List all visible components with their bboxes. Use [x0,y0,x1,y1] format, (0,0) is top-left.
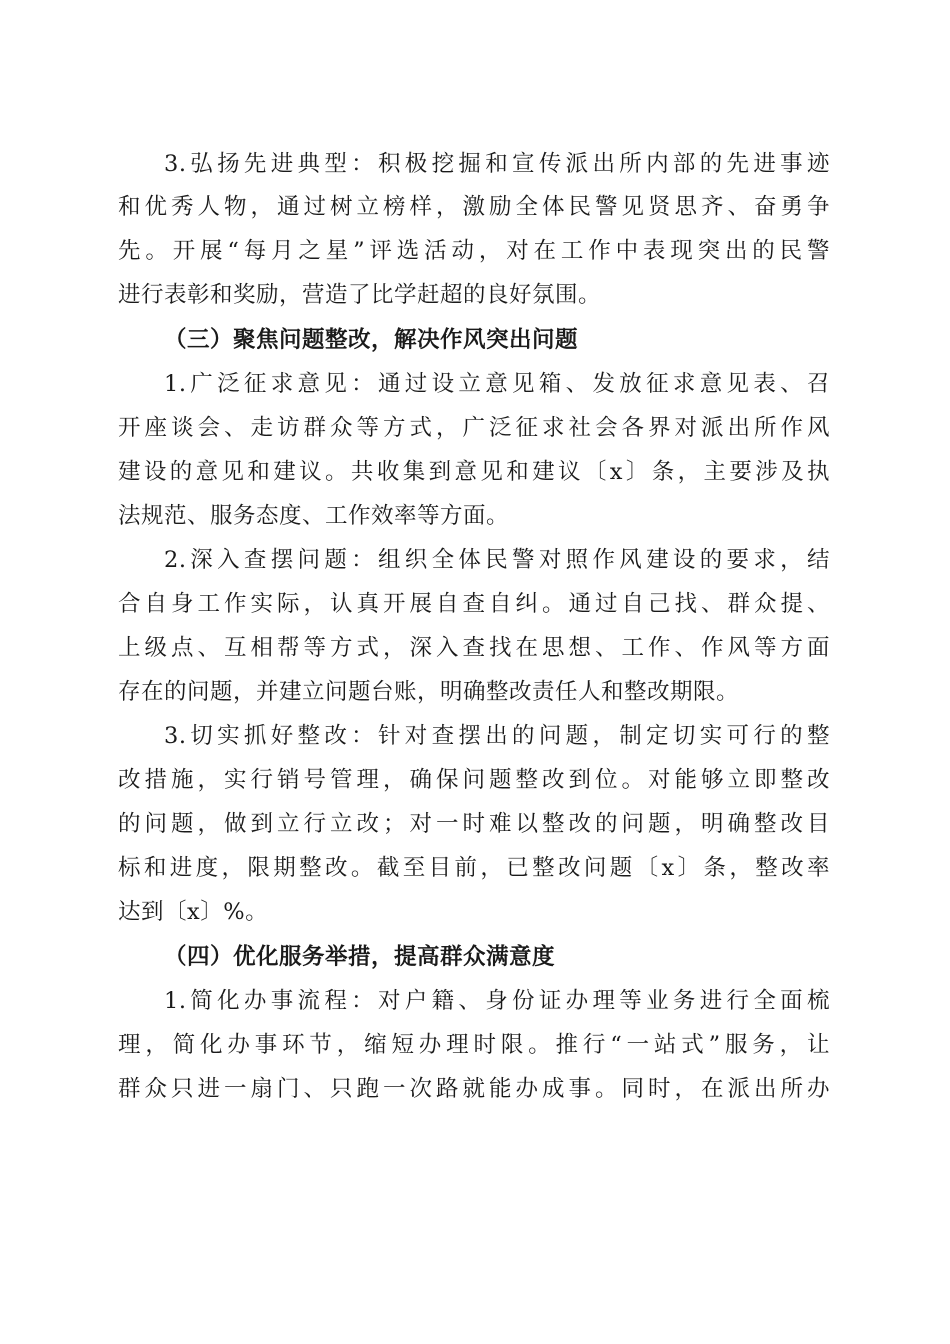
paragraph-line: 3.弘扬先进典型：积极挖掘和宣传派出所内部的先进事迹 [164,151,830,177]
paragraph-line: 3.切实抓好整改：针对查摆出的问题，制定切实可行的整 [164,723,830,749]
paragraph-line: 改措施，实行销号管理，确保问题整改到位。对能够立即整改 [118,767,830,793]
paragraph-line: 达到〔x〕%。 [118,899,269,925]
paragraph-line: 建设的意见和建议。共收集到意见和建议〔x〕条，主要涉及执 [118,459,830,485]
paragraph-line: 合自身工作实际，认真开展自查自纠。通过自己找、群众提、 [118,591,830,617]
paragraph-line: 理，简化办事环节，缩短办理时限。推行“一站式”服务，让 [118,1032,830,1058]
paragraph-line: 开座谈会、走访群众等方式，广泛征求社会各界对派出所作风 [118,415,830,441]
paragraph-line: 和优秀人物，通过树立榜样，激励全体民警见贤思齐、奋勇争 [118,194,830,220]
paragraph-line: 2.深入查摆问题：组织全体民警对照作风建设的要求，结 [164,547,830,573]
paragraph-line: 存在的问题，并建立问题台账，明确整改责任人和整改期限。 [118,679,740,705]
paragraph-line: 1.广泛征求意见：通过设立意见箱、发放征求意见表、召 [164,371,830,397]
paragraph-line: 标和进度，限期整改。截至目前，已整改问题〔x〕条，整改率 [118,855,830,881]
paragraph-line: 的问题，做到立行立改；对一时难以整改的问题，明确整改目 [118,811,830,837]
section-heading: （三）聚焦问题整改，解决作风突出问题 [164,327,579,353]
paragraph-line: 1.简化办事流程：对户籍、身份证办理等业务进行全面梳 [164,988,830,1014]
section-heading: （四）优化服务举措，提高群众满意度 [164,944,556,970]
paragraph-line: 上级点、互相帮等方式，深入查找在思想、工作、作风等方面 [118,635,830,661]
paragraph-line: 进行表彰和奖励，营造了比学赶超的良好氛围。 [118,282,602,308]
paragraph-line: 先。开展“每月之星”评选活动，对在工作中表现突出的民警 [118,238,830,264]
paragraph-line: 法规范、服务态度、工作效率等方面。 [118,503,510,529]
paragraph-line: 群众只进一扇门、只跑一次路就能办成事。同时，在派出所办 [118,1076,830,1102]
